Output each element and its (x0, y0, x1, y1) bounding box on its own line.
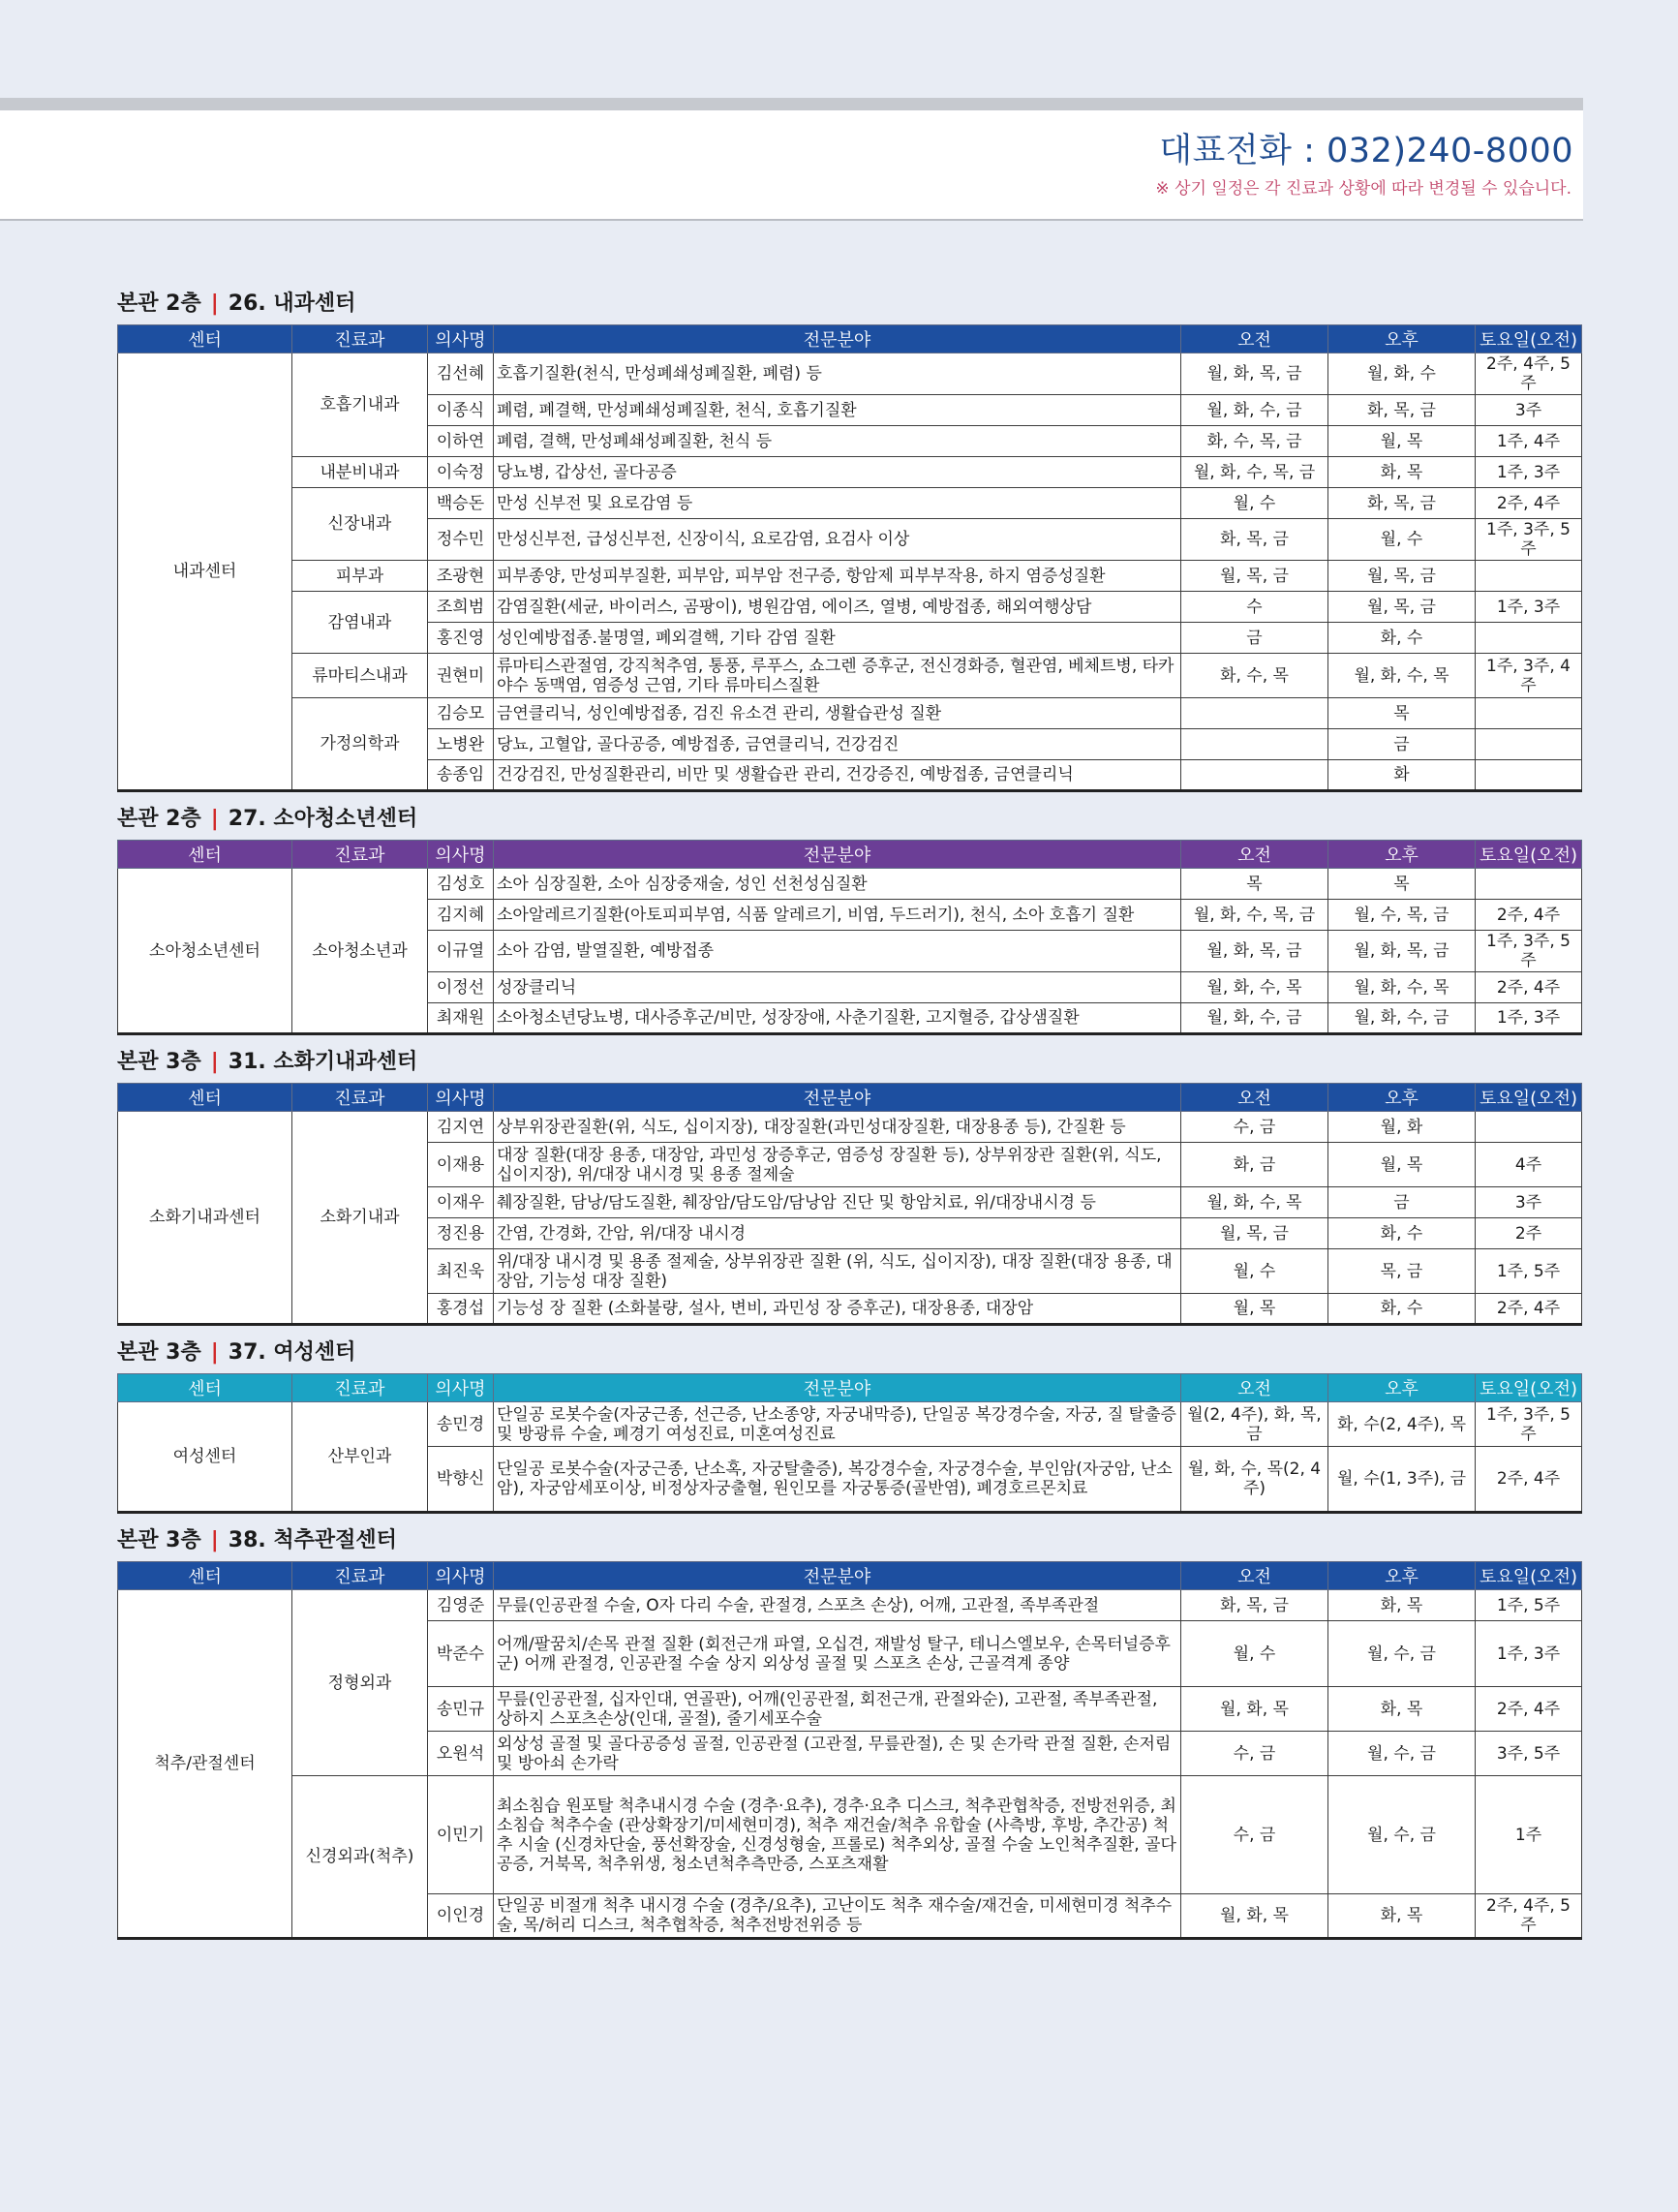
doctor-name-cell: 조광현 (428, 561, 494, 592)
department-cell: 소아청소년과 (292, 869, 428, 1034)
doctor-name-cell: 김승모 (428, 698, 494, 729)
afternoon-schedule-cell: 월, 목, 금 (1328, 561, 1476, 592)
morning-schedule-cell: 월, 화, 수, 목, 금 (1181, 900, 1328, 931)
saturday-schedule-cell: 2주, 4주 (1476, 900, 1582, 931)
section-floor: 본관 3층 (117, 1050, 201, 1074)
saturday-schedule-cell: 1주, 3주 (1476, 457, 1582, 488)
doctor-name-cell: 정진용 (428, 1218, 494, 1249)
section-divider: | (210, 1528, 219, 1552)
saturday-schedule-cell: 1주, 5주 (1476, 1590, 1582, 1621)
specialty-cell: 만성신부전, 급성신부전, 신장이식, 요로감염, 요검사 이상 (494, 519, 1181, 561)
specialty-cell: 기능성 장 질환 (소화불량, 설사, 변비, 과민성 장 증후군), 대장용종, 대장암 (494, 1294, 1181, 1325)
column-header: 진료과 (292, 325, 428, 353)
department-cell: 신장내과 (292, 488, 428, 561)
doctor-name-cell: 이재용 (428, 1143, 494, 1187)
morning-schedule-cell: 화, 목, 금 (1181, 519, 1328, 561)
saturday-schedule-cell (1476, 698, 1582, 729)
morning-schedule-cell: 월, 수 (1181, 1249, 1328, 1294)
doctor-name-cell: 김영준 (428, 1590, 494, 1621)
specialty-cell: 외상성 골절 및 골다공증성 골절, 인공관절 (고관절, 무릎관절), 손 및 손가락 관절 질환, 손저림 및 방아쇠 손가락 (494, 1732, 1181, 1776)
doctor-name-cell: 박준수 (428, 1621, 494, 1687)
morning-schedule-cell: 월, 화, 수, 목(2, 4주) (1181, 1447, 1328, 1513)
specialty-cell: 무릎(인공관절, 십자인대, 연골판), 어깨(인공관절, 회전근개, 관절와순), 고관절, 족부족관절, 상하지 스포츠손상(인대, 골절), 줄기세포수술 (494, 1687, 1181, 1732)
column-header: 토요일(오전) (1476, 1562, 1582, 1590)
saturday-schedule-cell: 2주, 4주, 5주 (1476, 1894, 1582, 1939)
schedule-table (117, 1083, 1582, 1326)
specialty-cell: 무릎(인공관절 수술, O자 다리 수술, 관절경, 스포츠 손상), 어깨, 고관절, 족부족관절 (494, 1590, 1181, 1621)
afternoon-schedule-cell: 월, 화, 수, 목 (1328, 654, 1476, 698)
afternoon-schedule-cell: 월, 화, 수 (1328, 353, 1476, 395)
morning-schedule-cell: 수, 금 (1181, 1776, 1328, 1894)
morning-schedule-cell: 월(2, 4주), 화, 목, 금 (1181, 1402, 1328, 1447)
saturday-schedule-cell: 1주, 4주 (1476, 426, 1582, 457)
doctor-name-cell: 백승돈 (428, 488, 494, 519)
afternoon-schedule-cell: 월, 수, 금 (1328, 1776, 1476, 1894)
section-name: 37. 여성센터 (228, 1340, 356, 1365)
table-row (118, 457, 1582, 488)
doctor-name-cell: 김선혜 (428, 353, 494, 395)
saturday-schedule-cell: 1주, 3주 (1476, 1003, 1582, 1034)
specialty-cell: 당뇨병, 갑상선, 골다공증 (494, 457, 1181, 488)
table-row (118, 1112, 1582, 1143)
doctor-name-cell: 송민경 (428, 1402, 494, 1447)
section-name: 31. 소화기내과센터 (228, 1050, 418, 1074)
doctor-name-cell: 김지혜 (428, 900, 494, 931)
department-cell: 호흡기내과 (292, 353, 428, 457)
doctor-name-cell: 김성호 (428, 869, 494, 900)
saturday-schedule-cell: 1주, 3주, 5주 (1476, 519, 1582, 561)
morning-schedule-cell: 월, 목 (1181, 1294, 1328, 1325)
saturday-schedule-cell (1476, 561, 1582, 592)
specialty-cell: 당뇨, 고혈압, 골다공증, 예방접종, 금연클리닉, 건강검진 (494, 729, 1181, 760)
morning-schedule-cell: 월, 목, 금 (1181, 561, 1328, 592)
afternoon-schedule-cell: 화, 목 (1328, 1687, 1476, 1732)
afternoon-schedule-cell: 화, 목, 금 (1328, 395, 1476, 426)
saturday-schedule-cell: 2주, 4주 (1476, 1294, 1582, 1325)
morning-schedule-cell: 월, 화, 수, 목, 금 (1181, 457, 1328, 488)
center-cell: 척추/관절센터 (118, 1590, 292, 1939)
column-header: 진료과 (292, 1084, 428, 1112)
center-cell: 내과센터 (118, 353, 292, 791)
schedule-notice: ※ 상기 일정은 각 진료과 상황에 따라 변경될 수 있습니다. (1155, 179, 1571, 199)
table-row (118, 1776, 1582, 1894)
schedule-table (117, 1373, 1582, 1514)
column-header: 오후 (1328, 841, 1476, 869)
table-header-row (118, 325, 1582, 353)
schedule-table (117, 1561, 1582, 1940)
column-header: 토요일(오전) (1476, 1374, 1582, 1402)
specialty-cell: 폐렴, 폐결핵, 만성폐쇄성폐질환, 천식, 호흡기질환 (494, 395, 1181, 426)
saturday-schedule-cell: 1주, 3주, 4주 (1476, 654, 1582, 698)
column-header: 진료과 (292, 841, 428, 869)
afternoon-schedule-cell: 월, 수, 목, 금 (1328, 900, 1476, 931)
table-row (118, 1402, 1582, 1447)
section-floor: 본관 3층 (117, 1340, 201, 1365)
department-cell: 피부과 (292, 561, 428, 592)
afternoon-schedule-cell: 월, 수, 금 (1328, 1732, 1476, 1776)
doctor-name-cell: 오원석 (428, 1732, 494, 1776)
specialty-cell: 성장클리닉 (494, 972, 1181, 1003)
column-header: 오전 (1181, 1562, 1328, 1590)
morning-schedule-cell: 화, 목, 금 (1181, 1590, 1328, 1621)
doctor-name-cell: 홍진영 (428, 623, 494, 654)
column-header: 오전 (1181, 841, 1328, 869)
specialty-cell: 대장 질환(대장 용종, 대장암, 과민성 장증후군, 염증성 장질환 등), 상부위장관 질환(위, 식도, 십이지장), 위/대장 내시경 및 용종 절제술 (494, 1143, 1181, 1187)
department-cell: 소화기내과 (292, 1112, 428, 1325)
column-header: 오후 (1328, 325, 1476, 353)
saturday-schedule-cell: 2주, 4주 (1476, 972, 1582, 1003)
column-header: 센터 (118, 841, 292, 869)
schedule-content (117, 277, 1581, 1940)
table-row (118, 353, 1582, 395)
morning-schedule-cell: 월, 목, 금 (1181, 1218, 1328, 1249)
saturday-schedule-cell: 1주, 3주, 5주 (1476, 931, 1582, 972)
column-header: 센터 (118, 325, 292, 353)
center-cell: 소아청소년센터 (118, 869, 292, 1034)
morning-schedule-cell: 월, 화, 목 (1181, 1894, 1328, 1939)
specialty-cell: 위/대장 내시경 및 용종 절제술, 상부위장관 질환 (위, 식도, 십이지장), 대장 질환(대장 용종, 대장암, 기능성 대장 질환) (494, 1249, 1181, 1294)
specialty-cell: 간염, 간경화, 간암, 위/대장 내시경 (494, 1218, 1181, 1249)
afternoon-schedule-cell: 월, 수 (1328, 519, 1476, 561)
doctor-name-cell: 송민규 (428, 1687, 494, 1732)
saturday-schedule-cell: 2주, 4주 (1476, 488, 1582, 519)
specialty-cell: 소아 감염, 발열질환, 예방접종 (494, 931, 1181, 972)
saturday-schedule-cell: 4주 (1476, 1143, 1582, 1187)
afternoon-schedule-cell: 금 (1328, 1187, 1476, 1218)
doctor-name-cell: 송종임 (428, 760, 494, 791)
morning-schedule-cell: 월, 수 (1181, 488, 1328, 519)
column-header: 진료과 (292, 1562, 428, 1590)
department-cell: 정형외과 (292, 1590, 428, 1776)
section-name: 27. 소아청소년센터 (228, 807, 418, 831)
afternoon-schedule-cell: 금 (1328, 729, 1476, 760)
saturday-schedule-cell: 2주, 4주, 5주 (1476, 353, 1582, 395)
afternoon-schedule-cell: 목 (1328, 869, 1476, 900)
saturday-schedule-cell: 1주 (1476, 1776, 1582, 1894)
table-row (118, 698, 1582, 729)
doctor-name-cell: 이정선 (428, 972, 494, 1003)
morning-schedule-cell: 월, 화, 목, 금 (1181, 931, 1328, 972)
afternoon-schedule-cell: 월, 목 (1328, 426, 1476, 457)
specialty-cell: 건강검진, 만성질환관리, 비만 및 생활습관 관리, 건강증진, 예방접종, 금연클리닉 (494, 760, 1181, 791)
specialty-cell: 류마티스관절염, 강직척추염, 통풍, 루푸스, 쇼그렌 증후군, 전신경화증, 혈관염, 베체트병, 타카야수 동맥염, 염증성 근염, 기타 류마티스질환 (494, 654, 1181, 698)
morning-schedule-cell: 월, 화, 수, 목 (1181, 1187, 1328, 1218)
column-header: 의사명 (428, 325, 494, 353)
header-panel (0, 110, 1583, 221)
column-header: 센터 (118, 1084, 292, 1112)
afternoon-schedule-cell: 화 (1328, 760, 1476, 791)
specialty-cell: 폐렴, 결핵, 만성폐쇄성폐질환, 천식 등 (494, 426, 1181, 457)
department-cell: 가정의학과 (292, 698, 428, 791)
table-row (118, 1590, 1582, 1621)
afternoon-schedule-cell: 월, 화 (1328, 1112, 1476, 1143)
morning-schedule-cell: 목 (1181, 869, 1328, 900)
saturday-schedule-cell (1476, 729, 1582, 760)
morning-schedule-cell (1181, 698, 1328, 729)
specialty-cell: 단일공 비절개 척추 내시경 수술 (경추/요추), 고난이도 척추 재수술/재건술, 미세현미경 척추수술, 목/허리 디스크, 척추협착증, 척추전방전위증 등 (494, 1894, 1181, 1939)
column-header: 센터 (118, 1562, 292, 1590)
column-header: 토요일(오전) (1476, 325, 1582, 353)
specialty-cell: 만성 신부전 및 요로감염 등 (494, 488, 1181, 519)
main-phone-number: 대표전화 : 032)240-8000 (1159, 132, 1573, 170)
table-row (118, 488, 1582, 519)
specialty-cell: 금연클리닉, 성인예방접종, 검진 유소견 관리, 생활습관성 질환 (494, 698, 1181, 729)
afternoon-schedule-cell: 화, 목 (1328, 1894, 1476, 1939)
column-header: 오전 (1181, 1374, 1328, 1402)
saturday-schedule-cell: 1주, 3주 (1476, 592, 1582, 623)
afternoon-schedule-cell: 화, 수 (1328, 1218, 1476, 1249)
column-header: 오후 (1328, 1084, 1476, 1112)
department-cell: 감염내과 (292, 592, 428, 654)
morning-schedule-cell: 월, 화, 수, 금 (1181, 395, 1328, 426)
saturday-schedule-cell (1476, 869, 1582, 900)
specialty-cell: 소아 심장질환, 소아 심장중재술, 성인 선천성심질환 (494, 869, 1181, 900)
afternoon-schedule-cell: 목, 금 (1328, 1249, 1476, 1294)
section-floor: 본관 3층 (117, 1528, 201, 1552)
morning-schedule-cell: 화, 금 (1181, 1143, 1328, 1187)
doctor-name-cell: 이숙정 (428, 457, 494, 488)
doctor-name-cell: 정수민 (428, 519, 494, 561)
afternoon-schedule-cell: 화, 수 (1328, 1294, 1476, 1325)
specialty-cell: 호흡기질환(천식, 만성폐쇄성폐질환, 폐렴) 등 (494, 353, 1181, 395)
section-name: 26. 내과센터 (228, 292, 356, 316)
afternoon-schedule-cell: 화, 목, 금 (1328, 488, 1476, 519)
morning-schedule-cell: 수 (1181, 592, 1328, 623)
morning-schedule-cell (1181, 760, 1328, 791)
section-title (117, 277, 1581, 324)
saturday-schedule-cell: 1주, 5주 (1476, 1249, 1582, 1294)
column-header: 의사명 (428, 1562, 494, 1590)
section-divider: | (210, 292, 219, 316)
saturday-schedule-cell: 2주, 4주 (1476, 1687, 1582, 1732)
section-divider: | (210, 807, 219, 831)
afternoon-schedule-cell: 화, 수 (1328, 623, 1476, 654)
column-header: 전문분야 (494, 841, 1181, 869)
afternoon-schedule-cell: 월, 목, 금 (1328, 592, 1476, 623)
column-header: 전문분야 (494, 1562, 1181, 1590)
section-title (117, 1326, 1581, 1373)
afternoon-schedule-cell: 화, 수(2, 4주), 목 (1328, 1402, 1476, 1447)
table-row (118, 869, 1582, 900)
morning-schedule-cell: 월, 화, 목, 금 (1181, 353, 1328, 395)
specialty-cell: 피부종양, 만성피부질환, 피부암, 피부암 전구증, 항암제 피부부작용, 하지 염증성질환 (494, 561, 1181, 592)
table-row (118, 654, 1582, 698)
saturday-schedule-cell: 3주, 5주 (1476, 1732, 1582, 1776)
department-cell: 류마티스내과 (292, 654, 428, 698)
afternoon-schedule-cell: 목 (1328, 698, 1476, 729)
doctor-name-cell: 홍경섭 (428, 1294, 494, 1325)
saturday-schedule-cell: 2주, 4주 (1476, 1447, 1582, 1513)
saturday-schedule-cell: 1주, 3주, 5주 (1476, 1402, 1582, 1447)
doctor-name-cell: 최진욱 (428, 1249, 494, 1294)
schedule-table (117, 324, 1582, 792)
saturday-schedule-cell (1476, 1112, 1582, 1143)
department-cell: 내분비내과 (292, 457, 428, 488)
column-header: 전문분야 (494, 1374, 1181, 1402)
section-title (117, 1035, 1581, 1083)
section-floor: 본관 2층 (117, 807, 201, 831)
table-row (118, 561, 1582, 592)
specialty-cell: 성인예방접종.불명열, 폐외결핵, 기타 감염 질환 (494, 623, 1181, 654)
doctor-name-cell: 최재원 (428, 1003, 494, 1034)
center-cell: 여성센터 (118, 1402, 292, 1513)
table-row (118, 592, 1582, 623)
saturday-schedule-cell: 3주 (1476, 395, 1582, 426)
doctor-name-cell: 이민기 (428, 1776, 494, 1894)
column-header: 진료과 (292, 1374, 428, 1402)
morning-schedule-cell: 월, 화, 수, 목 (1181, 972, 1328, 1003)
afternoon-schedule-cell: 월, 화, 목, 금 (1328, 931, 1476, 972)
morning-schedule-cell: 수, 금 (1181, 1112, 1328, 1143)
section-name: 38. 척추관절센터 (228, 1528, 397, 1552)
column-header: 토요일(오전) (1476, 1084, 1582, 1112)
table-header-row (118, 1374, 1582, 1402)
department-cell: 산부인과 (292, 1402, 428, 1513)
morning-schedule-cell: 월, 화, 목 (1181, 1687, 1328, 1732)
section-divider: | (210, 1340, 219, 1365)
specialty-cell: 단일공 로봇수술(자궁근종, 선근증, 난소종양, 자궁내막증), 단일공 복강경수술, 자궁, 질 탈출증 및 방광류 수술, 폐경기 여성진료, 미혼여성진료 (494, 1402, 1181, 1447)
afternoon-schedule-cell: 월, 화, 수, 목 (1328, 972, 1476, 1003)
saturday-schedule-cell: 1주, 3주 (1476, 1621, 1582, 1687)
afternoon-schedule-cell: 월, 수(1, 3주), 금 (1328, 1447, 1476, 1513)
center-cell: 소화기내과센터 (118, 1112, 292, 1325)
schedule-table (117, 840, 1582, 1035)
specialty-cell: 최소침습 원포탈 척추내시경 수술 (경추·요추), 경추·요추 디스크, 척추관협착증, 전방전위증, 최소침습 척추수술 (관상확장기/미세현미경), 척추 재건술/척추 유합술 (사측방, 후방, 추간공) 척추 시술 (신경차단술, 풍선확장술, 신경성형술, 프롤로) 척추외상, 골절 수술 노인척추질환, 골다공증, 거북목, 척추위생, 청소년척추측만증, 스포츠재활 (494, 1776, 1181, 1894)
doctor-name-cell: 조희범 (428, 592, 494, 623)
column-header: 의사명 (428, 1374, 494, 1402)
table-header-row (118, 1084, 1582, 1112)
section-divider: | (210, 1050, 219, 1074)
column-header: 의사명 (428, 841, 494, 869)
morning-schedule-cell: 금 (1181, 623, 1328, 654)
afternoon-schedule-cell: 월, 수, 금 (1328, 1621, 1476, 1687)
morning-schedule-cell: 화, 수, 목 (1181, 654, 1328, 698)
afternoon-schedule-cell: 화, 목 (1328, 1590, 1476, 1621)
saturday-schedule-cell: 3주 (1476, 1187, 1582, 1218)
column-header: 오후 (1328, 1562, 1476, 1590)
column-header: 오후 (1328, 1374, 1476, 1402)
doctor-name-cell: 이재우 (428, 1187, 494, 1218)
section-title (117, 792, 1581, 840)
table-header-row (118, 841, 1582, 869)
doctor-name-cell: 노병완 (428, 729, 494, 760)
specialty-cell: 췌장질환, 담낭/담도질환, 췌장암/담도암/담낭암 진단 및 항암치료, 위/대장내시경 등 (494, 1187, 1181, 1218)
saturday-schedule-cell: 2주 (1476, 1218, 1582, 1249)
table-header-row (118, 1562, 1582, 1590)
specialty-cell: 상부위장관질환(위, 식도, 십이지장), 대장질환(과민성대장질환, 대장용종 등), 간질환 등 (494, 1112, 1181, 1143)
doctor-name-cell: 이하연 (428, 426, 494, 457)
specialty-cell: 감염질환(세균, 바이러스, 곰팡이), 병원감염, 에이즈, 열병, 예방접종, 해외여행상담 (494, 592, 1181, 623)
morning-schedule-cell: 월, 수 (1181, 1621, 1328, 1687)
morning-schedule-cell: 수, 금 (1181, 1732, 1328, 1776)
column-header: 전문분야 (494, 1084, 1181, 1112)
specialty-cell: 단일공 로봇수술(자궁근종, 난소혹, 자궁탈출증), 복강경수술, 자궁경수술, 부인암(자궁암, 난소암), 자궁암세포이상, 비정상자궁출혈, 원인모를 자궁통증(골반염), 폐경호르몬치료 (494, 1447, 1181, 1513)
doctor-name-cell: 김지연 (428, 1112, 494, 1143)
morning-schedule-cell (1181, 729, 1328, 760)
specialty-cell: 소아청소년당뇨병, 대사증후군/비만, 성장장애, 사춘기질환, 고지혈증, 갑상샘질환 (494, 1003, 1181, 1034)
afternoon-schedule-cell: 월, 목 (1328, 1143, 1476, 1187)
doctor-name-cell: 박향신 (428, 1447, 494, 1513)
saturday-schedule-cell (1476, 623, 1582, 654)
column-header: 오전 (1181, 1084, 1328, 1112)
column-header: 토요일(오전) (1476, 841, 1582, 869)
section-floor: 본관 2층 (117, 292, 201, 316)
doctor-name-cell: 권현미 (428, 654, 494, 698)
doctor-name-cell: 이규열 (428, 931, 494, 972)
column-header: 전문분야 (494, 325, 1181, 353)
specialty-cell: 소아알레르기질환(아토피피부염, 식품 알레르기, 비염, 두드러기), 천식, 소아 호흡기 질환 (494, 900, 1181, 931)
column-header: 의사명 (428, 1084, 494, 1112)
specialty-cell: 어깨/팔꿈치/손목 관절 질환 (회전근개 파열, 오십견, 재발성 탈구, 테니스엘보우, 손목터널증후군) 어깨 관절경, 인공관절 수술 상지 외상성 골절 및 스포츠 손상, 근골격계 종양 (494, 1621, 1181, 1687)
afternoon-schedule-cell: 화, 목 (1328, 457, 1476, 488)
section-title (117, 1514, 1581, 1561)
department-cell: 신경외과(척추) (292, 1776, 428, 1939)
doctor-name-cell: 이종식 (428, 395, 494, 426)
morning-schedule-cell: 월, 화, 수, 금 (1181, 1003, 1328, 1034)
morning-schedule-cell: 화, 수, 목, 금 (1181, 426, 1328, 457)
afternoon-schedule-cell: 월, 화, 수, 금 (1328, 1003, 1476, 1034)
saturday-schedule-cell (1476, 760, 1582, 791)
doctor-name-cell: 이인경 (428, 1894, 494, 1939)
column-header: 오전 (1181, 325, 1328, 353)
column-header: 센터 (118, 1374, 292, 1402)
top-grey-bar (0, 98, 1583, 110)
